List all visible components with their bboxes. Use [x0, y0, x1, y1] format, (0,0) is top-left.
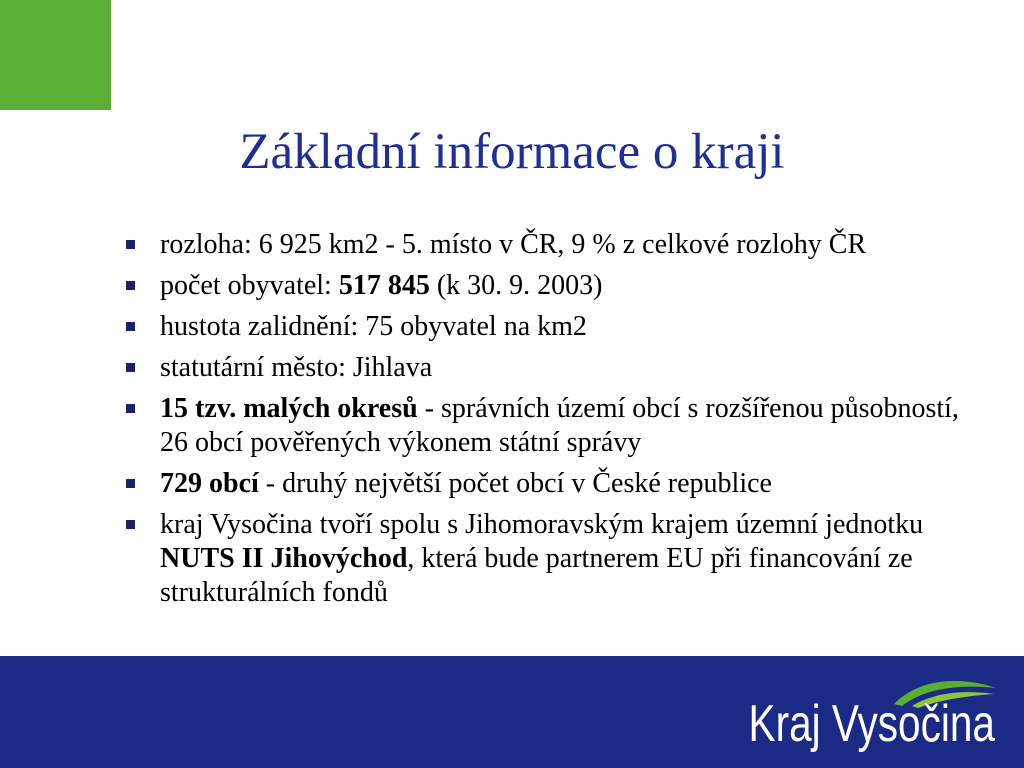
- bullet-text: počet obyvatel:: [160, 270, 339, 301]
- bullet-text: statutární město: Jihlava: [160, 352, 433, 383]
- bullet-item: [160, 392, 988, 460]
- bullet-text: kraj Vysočina tvoří spolu s Jihomoravským krajem územní jednotku: [160, 509, 924, 540]
- square-bullet-icon: [126, 520, 135, 529]
- bullet-text-bold: 517 845: [338, 270, 430, 301]
- footer-bar: [0, 656, 1024, 768]
- bullet-item: [160, 269, 988, 303]
- square-bullet-icon: [126, 363, 135, 372]
- bullet-text: - správních území obcí s rozšířenou působností, 26 obcí pověřených výkonem státní správy: [160, 393, 959, 458]
- bullet-text-bold: NUTS II Jihovýchod: [160, 543, 408, 574]
- bullet-item: [160, 467, 988, 501]
- square-bullet-icon: [126, 404, 135, 413]
- bullet-item: [160, 310, 988, 344]
- bullet-item: [160, 508, 988, 610]
- bullet-text: , která bude partnerem EU při financování ze strukturálních fondů: [160, 543, 913, 608]
- bullet-list: [160, 228, 988, 617]
- slide-title: Základní informace o kraji: [239, 124, 785, 180]
- bullet-item: [160, 228, 988, 262]
- accent-square: [0, 0, 111, 110]
- bullet-text-bold: 729 obcí: [160, 468, 259, 499]
- bullet-text: (k 30. 9. 2003): [429, 270, 603, 301]
- bullet-text: hustota zalidnění: 75 obyvatel na km2: [160, 311, 587, 342]
- bullet-item: [160, 351, 988, 385]
- square-bullet-icon: [126, 281, 135, 290]
- bullet-text: rozloha: 6 925 km2 - 5. místo v ČR, 9 % z celkové rozlohy ČR: [160, 229, 867, 260]
- square-bullet-icon: [126, 240, 135, 249]
- logo-text: Kraj Vysočina: [748, 695, 995, 753]
- bullet-text: - druhý největší počet obcí v České republice: [258, 468, 772, 499]
- square-bullet-icon: [126, 479, 135, 488]
- square-bullet-icon: [126, 322, 135, 331]
- bullet-text-bold: 15 tzv. malých okresů: [160, 393, 418, 424]
